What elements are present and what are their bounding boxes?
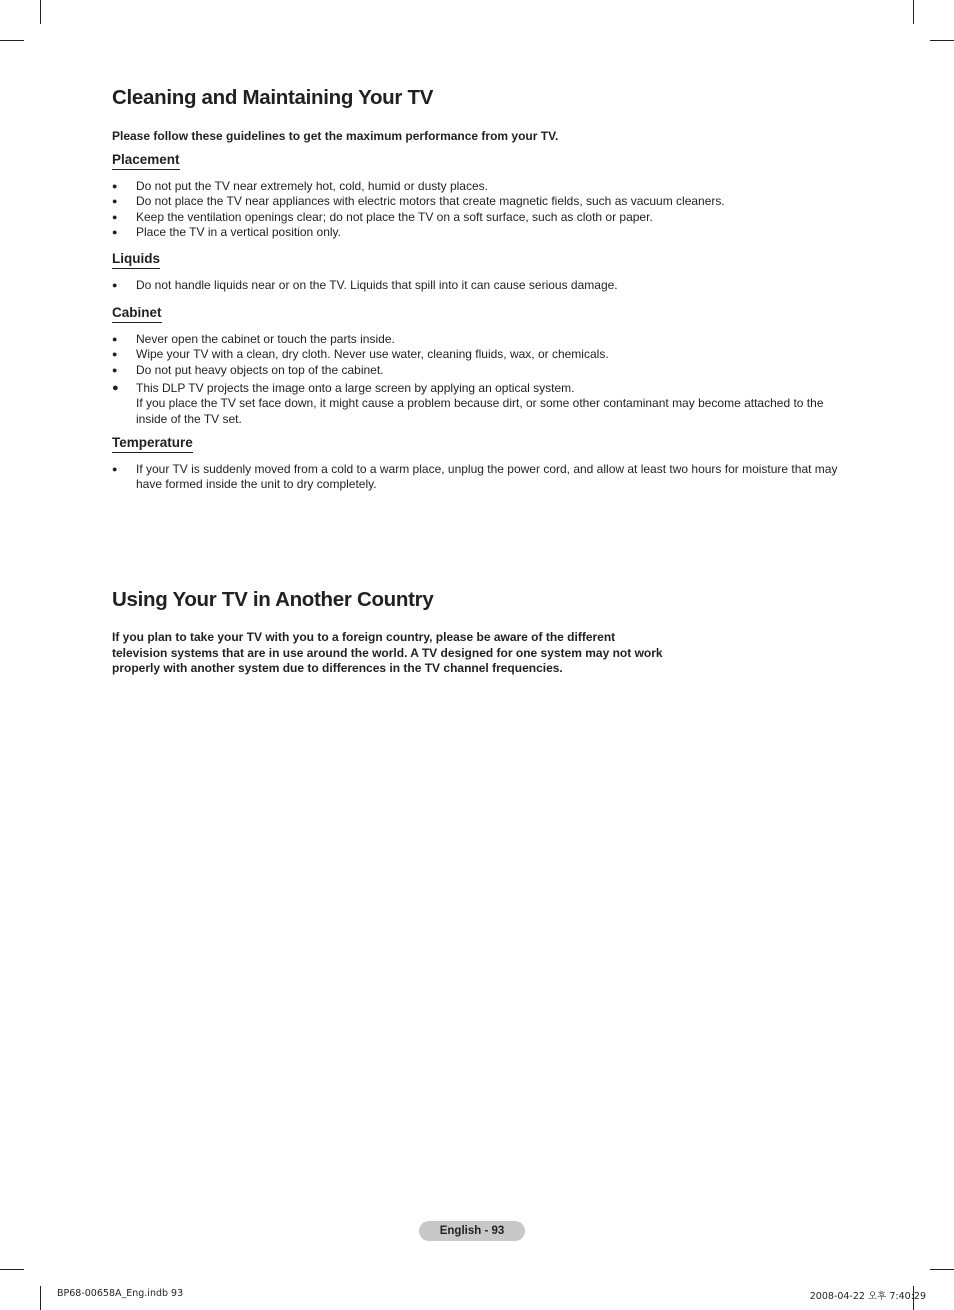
crop-mark-top-right-v <box>913 0 914 24</box>
list-item: ● Do not put heavy objects on top of the cabinet. <box>112 362 384 377</box>
bullet-icon: ● <box>112 280 118 290</box>
crop-mark-top-left-h <box>0 40 24 41</box>
section-title-another-country: Using Your TV in Another Country <box>112 588 434 611</box>
list-item: ● Keep the ventilation openings clear; do not place the TV on a soft surface, such as cloth or paper. <box>112 209 653 224</box>
subheading-cabinet: Cabinet <box>112 305 162 323</box>
subheading-liquids: Liquids <box>112 251 160 269</box>
crop-mark-top-left-v <box>40 0 41 24</box>
print-slug-timestamp: 2008-04-22 오후 7:40:29 <box>809 1291 926 1302</box>
bullet-icon: ● <box>112 349 118 360</box>
liquids-list <box>112 278 864 293</box>
bullet-icon: ● <box>112 334 118 344</box>
list-item: ● Never open the cabinet or touch the parts inside. <box>112 332 395 346</box>
section-intro-another-country: If you plan to take your TV with you to a foreign country, please be aware of the different television systems that are in use around the world. A TV designed for one system may not work properly with another system due to differences in the TV channel frequencies. <box>112 630 663 675</box>
bullet-icon: ● <box>112 364 118 375</box>
temperature-list <box>112 462 864 493</box>
subheading-temperature: Temperature <box>112 435 193 453</box>
section-title-cleaning: Cleaning and Maintaining Your TV <box>112 86 434 109</box>
bullet-icon: ● <box>112 226 118 237</box>
crop-mark-bottom-left-v <box>40 1286 41 1310</box>
list-item: ● If your TV is suddenly moved from a cold to a warm place, unplug the power cord, and allow at least two hours for moisture that may have formed inside the unit to dry completely. <box>112 462 838 492</box>
list-item: ● Do not put the TV near extremely hot, cold, humid or dusty places. <box>112 179 488 193</box>
bullet-icon: ● <box>112 464 118 474</box>
list-item: ● This DLP TV projects the image onto a large screen by applying an optical system. If you place the TV set face down, it might cause a problem because dirt, or some other contaminant may become attached to the inside of the TV set. <box>112 381 824 426</box>
list-item: ● Do not place the TV near appliances with electric motors that create magnetic fields, such as vacuum cleaners. <box>112 194 725 209</box>
list-item: ● Place the TV in a vertical position only. <box>112 224 341 239</box>
list-item: ● Wipe your TV with a clean, dry cloth. Never use water, cleaning fluids, wax, or chemicals. <box>112 347 609 362</box>
page-number-badge: English - 93 <box>419 1221 525 1241</box>
bullet-icon: ● <box>112 382 119 394</box>
crop-mark-top-right-h <box>930 40 954 41</box>
subheading-placement: Placement <box>112 152 180 170</box>
cabinet-dlp-list <box>112 381 864 427</box>
print-slug-filename: BP68-00658A_Eng.indb 93 <box>57 1288 184 1299</box>
bullet-icon: ● <box>112 181 118 191</box>
section-intro-cleaning: Please follow these guidelines to get the maximum performance from your TV. <box>112 129 559 143</box>
list-item: ● Do not handle liquids near or on the TV. Liquids that spill into it can cause serious damage. <box>112 278 618 292</box>
bullet-icon: ● <box>112 196 118 207</box>
bullet-icon: ● <box>112 211 118 222</box>
crop-mark-bottom-left-h <box>0 1269 24 1270</box>
crop-mark-bottom-right-h <box>930 1269 954 1270</box>
placement-list <box>112 179 864 240</box>
cabinet-list <box>112 332 864 378</box>
